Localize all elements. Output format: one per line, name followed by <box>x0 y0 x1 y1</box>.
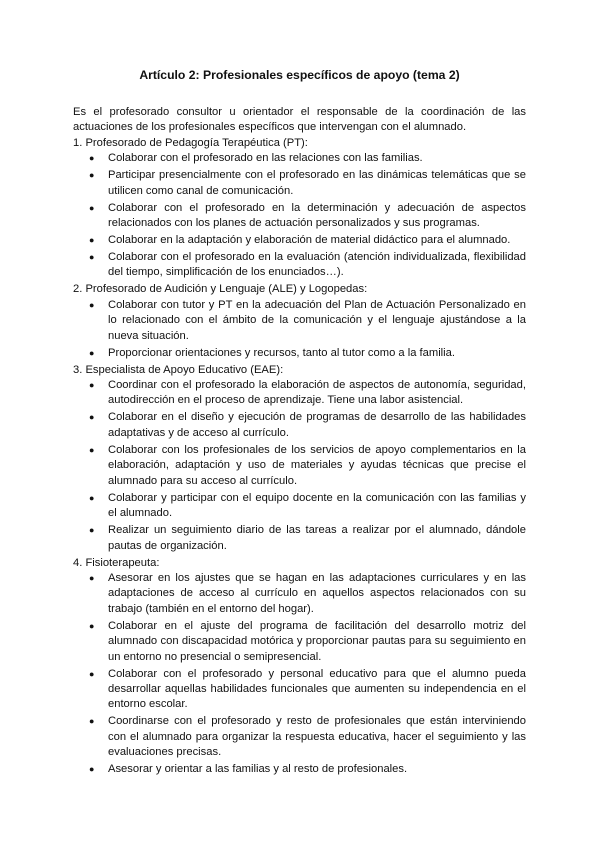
list-item: ● Coordinar con el profesorado la elaboración de aspectos de autonomía, seguridad, autodirección en el proceso de aprendizaje. Tiene una labor asistencial. <box>108 378 526 409</box>
intro-paragraph: Es el profesorado consultor u orientador el responsable de la coordinación de las actuaciones de los profesionales específicos que intervengan con el alumnado. <box>73 106 526 134</box>
bullet-list <box>73 151 526 281</box>
list-item: ● Colaborar con el profesorado en las relaciones con las familias. <box>108 151 526 166</box>
section-heading: 1. Profesorado de Pedagogía Terapéutica (PT): <box>73 136 308 149</box>
list-item: ● Colaborar en la adaptación y elaboración de material didáctico para el alumnado. <box>108 233 526 248</box>
bullet-list <box>73 298 526 361</box>
section-heading: 3. Especialista de Apoyo Educativo (EAE): <box>73 363 284 376</box>
list-item: ● Proporcionar orientaciones y recursos, tanto al tutor como a la familia. <box>108 346 526 361</box>
list-item: ● Participar presencialmente con el profesorado en las dinámicas telemáticas que se utilicen como canal de comunicación. <box>108 168 526 199</box>
document-page <box>73 68 526 779</box>
section-pt <box>73 136 526 281</box>
list-item: ● Colaborar en el diseño y ejecución de programas de desarrollo de las habilidades adaptativas y de acceso al currículo. <box>108 410 526 441</box>
list-item: ● Colaborar y participar con el equipo docente en la comunicación con las familias y el alumnado. <box>108 491 526 522</box>
list-item: ● Colaborar con el profesorado y personal educativo para que el alumno pueda desarrollar aquellas habilidades funcionales que aumenten su independencia en el entorno escolar. <box>108 667 526 713</box>
bullet-list <box>73 378 526 554</box>
section-fisioterapeuta <box>73 556 526 778</box>
list-item: ● Coordinarse con el profesorado y resto de profesionales que están interviniendo con el alumnado para organizar la respuesta educativa, hacer el seguimiento y las evaluaciones precisas. <box>108 714 526 760</box>
list-item: ● Colaborar con tutor y PT en la adecuación del Plan de Actuación Personalizado en lo relacionado con el ámbito de la comunicación y el lenguaje ajustándose a la nueva situación. <box>108 298 526 344</box>
list-item: ● Realizar un seguimiento diario de las tareas a realizar por el alumnado, dándole pautas de organización. <box>108 523 526 554</box>
list-item: ● Colaborar con el profesorado en la determinación y adecuación de aspectos relacionados con los planes de actuación personalizados y sus programas. <box>108 201 526 232</box>
bullet-list <box>73 571 526 778</box>
list-item: ● Asesorar y orientar a las familias y al resto de profesionales. <box>108 762 526 777</box>
list-item: ● Colaborar en el ajuste del programa de facilitación del desarrollo motriz del alumnado con discapacidad motórica y proporcionar pautas para su seguimiento en un entorno no presencial o semipresencial. <box>108 619 526 665</box>
list-item: ● Colaborar con el profesorado en la evaluación (atención individualizada, flexibilidad del tiempo, simplificación de los enunciados…). <box>108 250 526 281</box>
section-eae <box>73 363 526 554</box>
section-ale <box>73 282 526 361</box>
document-title: Artículo 2: Profesionales específicos de apoyo (tema 2) <box>139 68 460 82</box>
section-heading: 4. Fisioterapeuta: <box>73 556 160 569</box>
list-item: ● Colaborar con los profesionales de los servicios de apoyo complementarios en la elaboración, adaptación y uso de materiales y ayudas técnicas que precise el alumnado para su acceso al currículo. <box>108 443 526 489</box>
section-heading: 2. Profesorado de Audición y Lenguaje (ALE) y Logopedas: <box>73 283 368 296</box>
list-item: ● Asesorar en los ajustes que se hagan en las adaptaciones curriculares y en las adaptaciones de acceso al currículo en aquellos aspectos relacionados con su trabajo (también en el entorno del hogar). <box>108 571 526 617</box>
